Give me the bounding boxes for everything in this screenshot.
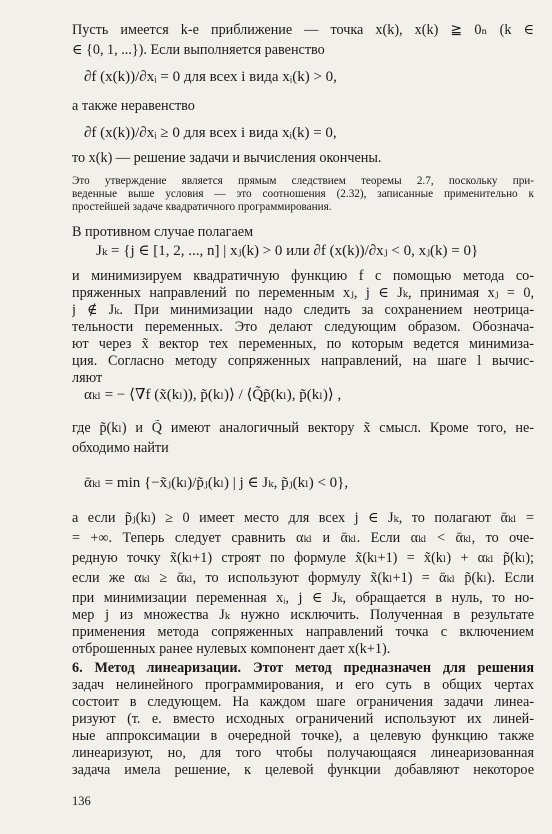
text-line: обходимо найти [72,440,169,456]
footnote-line: простейшей задаче квадратичного программирования. [72,201,332,213]
page-number: 136 [72,794,91,808]
formula-index-set: Jₖ = {j ∈ [1, 2, ..., n] | xⱼ(k) > 0 или ∂f (x(k))/∂xⱼ < 0, xⱼ(k) = 0} [96,243,479,259]
text-line: и минимизируем квадратичную функцию f с помощью метода со- [72,268,534,284]
text-line: применения метода сопряженных направлений точка с включением [72,624,534,640]
footnote-line: Это утверждение является прямым следствием теоремы 2.7, поскольку при- [72,175,534,187]
text-line: ∈ {0, 1, ...}). Если выполняется равенство [72,42,325,58]
text-line: ризуют (т. е. вместо исходных ограничений используют их линей- [72,711,534,727]
formula-step-length: αₖₗ = − ⟨∇f (x̃(kₗ)), p̃(kₗ)⟩ / ⟨Q̃p̃(kₗ), p̃(kₗ)⟩ , [84,387,342,403]
text-line: а также неравенство [72,98,195,114]
formula-inequality: ∂f (x(k))/∂xᵢ ≥ 0 для всех i вида xᵢ(k) = 0, [84,125,337,141]
text-line: задач нелинейного программирования, и его суть в общих чертах [72,677,534,693]
footnote-line: веденные выше условия — это соотношения (2.32), записанные применительно к [72,188,534,200]
text-line: ют через x̃ вектор тех переменных, по которым ведется минимиза- [72,336,534,352]
text-line: мер j из множества Jₖ нужно исключить. Полученная в результате [72,607,534,623]
text-line: Пусть имеется k-е приближение — точка x(k), x(k) ≧ 0ₙ (k ∈ [72,22,534,38]
text-line: В противном случае полагаем [72,224,254,240]
text-line: j ∉ Jₖ. При минимизации надо следить за сохранением неотрица- [72,302,534,318]
text-line: ляют [72,370,103,386]
text-line: где p̃(kₗ) и Q̃ имеют аналогичный вектору x̃ смысл. Кроме того, не- [72,420,534,436]
formula-equality: ∂f (x(k))/∂xᵢ = 0 для всех i вида xᵢ(k) > 0, [84,69,337,85]
text-line: если же αₖₗ ≥ ᾱₖₗ, то используют формулу x̃(kₗ+1) = ᾱₖₗ p̃(kₗ). Если [72,570,534,586]
text-line: при минимизации переменная xᵢ, j ∈ Jₖ, обращается в нуль, то но- [72,590,534,606]
text-line: ные аппроксимации в очередной точке), а целевую функцию также [72,728,534,744]
text-line: = +∞. Теперь следует сравнить αₖₗ и ᾱₖₗ. Если αₖₗ < ᾱₖₗ, то оче- [72,530,534,546]
text-line: задача имела решение, к целевой функции добавляют некоторое [72,762,534,778]
text-line: редную точку x̃(kₗ+1) строят по формуле x̃(kₗ+1) = x̃(kₗ) + αₖₗ p̃(kₗ); [72,550,534,566]
section-heading-line: 6. Метод линеаризации. Этот метод предназначен для решения [72,660,534,676]
text-line: а если p̃ⱼ(kₗ) ≥ 0 имеет место для всех j ∈ Jₖ, то полагают ᾱₖₗ = [72,510,534,526]
text-line: то x(k) — решение задачи и вычисления окончены. [72,150,382,166]
text-line: состоит в следующем. На каждом шаге ограничения задачи линеа- [72,694,534,710]
text-line: линеаризуют, но, для того чтобы получающаяся линеаризованная [72,745,534,761]
formula-max-step: ᾱₖₗ = min {−x̃ⱼ(kₗ)/p̃ⱼ(kₗ) | j ∈ Jₖ, p̃ⱼ(kₗ) < 0}, [84,475,349,491]
text-line: ция. Согласно методу сопряженных направлений, на шаге l вычис- [72,353,534,369]
text-line: отброшенных ранее нулевых компонент дает x(k+1). [72,641,391,657]
text-line: пряженных направлений по переменным xⱼ, j ∈ Jₖ, принимая xⱼ = 0, [72,285,534,301]
text-line: тельности переменных. Это делают следующим образом. Обознача- [72,319,534,335]
